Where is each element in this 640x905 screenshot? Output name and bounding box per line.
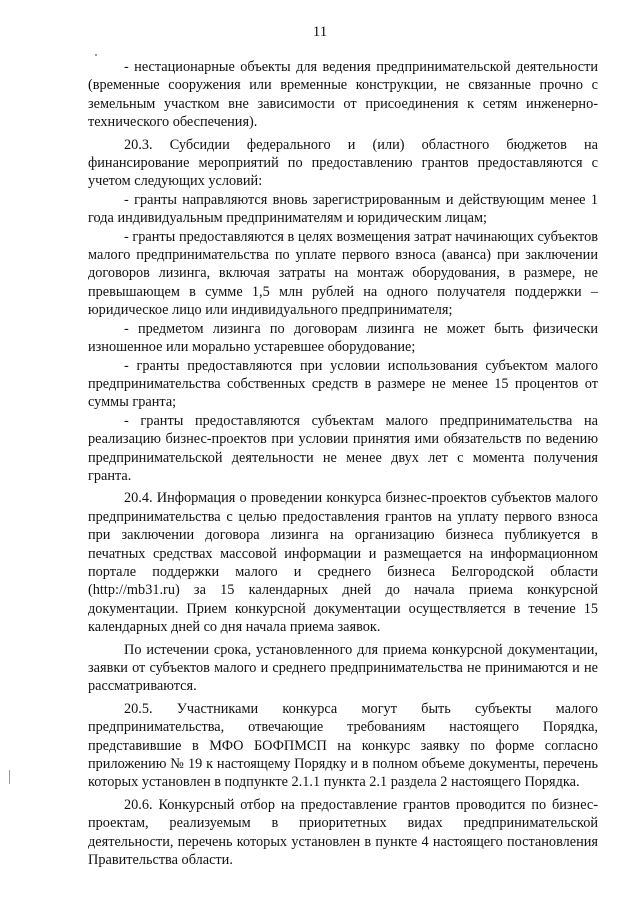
paragraph: 20.4. Информация о проведении конкурса бизнес-проектов субъектов малого предпринимательства с целью предоставления грантов на уплату первого взноса при заключении договора лизинга на организацию бизнеса публикуется в печатных средствах массовой информации и размещается на информационном портале поддержки малого и среднего бизнеса Белгородской области (http://mb31.ru) за 15 календарных дней до начала приема конкурсной документации. Прием конкурсной документации осуществляется в течение 15 календарных дней со дня начала приема заявок. — [88, 490, 598, 636]
paragraph: - гранты предоставляются в целях возмещения затрат начинающих субъектов малого предпринимательства по уплате первого взноса (аванса) при заключении договоров лизинга, включая затраты на монтаж оборудования, в размере, не превышающем в сумме 1,5 млн рублей на одного получателя поддержки – юридическое лицо или индивидуального предпринимателя; — [88, 228, 598, 319]
paragraph: 20.5. Участниками конкурса могут быть субъекты малого предпринимательства, отвечающие требованиям настоящего Порядка, представившие в МФО БОФПМСП на конкурс заявку по форме согласно приложению № 19 к настоящему Порядку и в полном объеме документы, перечень которых установлен в подпункте 2.1.1 пункта 2.1 раздела 2 настоящего Порядка. — [88, 700, 598, 791]
paragraph: - гранты предоставляются субъектам малого предпринимательства на реализацию бизнес-проектов при условии принятия ими обязательств по ведению предпринимательской деятельности не менее двух лет с момента получения гранта. — [88, 412, 598, 484]
paragraph: - гранты направляются вновь зарегистрированным и действующим менее 1 года индивидуальным предпринимателям и юридическим лицам; — [88, 191, 598, 227]
paragraph: - гранты предоставляются при условии использования субъектом малого предпринимательства собственных средств в размере не менее 15 процентов от суммы гранта; — [88, 357, 598, 411]
scan-speck — [95, 54, 97, 56]
paragraph: 20.6. Конкурсный отбор на предоставление грантов проводится по бизнес-проектам, реализуемым в приоритетных видах предпринимательской деятельности, перечень которых установлен в пункте 4 настоящего постановления Правительства области. — [88, 796, 598, 869]
scan-speck — [9, 770, 10, 784]
page-number: 11 — [312, 24, 328, 40]
paragraph: - нестационарные объекты для ведения предпринимательской деятельности (временные сооружения или временные конструкции, не связанные прочно с земельным участком вне зависимости от присоединения к сетям инженерно-технического обеспечения). — [88, 59, 598, 131]
paragraph: - предметом лизинга по договорам лизинга не может быть физически изношенное или морально устаревшее оборудование; — [88, 320, 598, 356]
paragraph: 20.3. Субсидии федерального и (или) областного бюджетов на финансирование мероприятий по предоставлению грантов предоставляются с учетом следующих условий: — [88, 136, 598, 190]
paragraph: По истечении срока, установленного для приема конкурсной документации, заявки от субъектов малого и среднего предпринимательства не принимаются и не рассматриваются. — [88, 641, 598, 695]
document-body — [88, 58, 598, 869]
